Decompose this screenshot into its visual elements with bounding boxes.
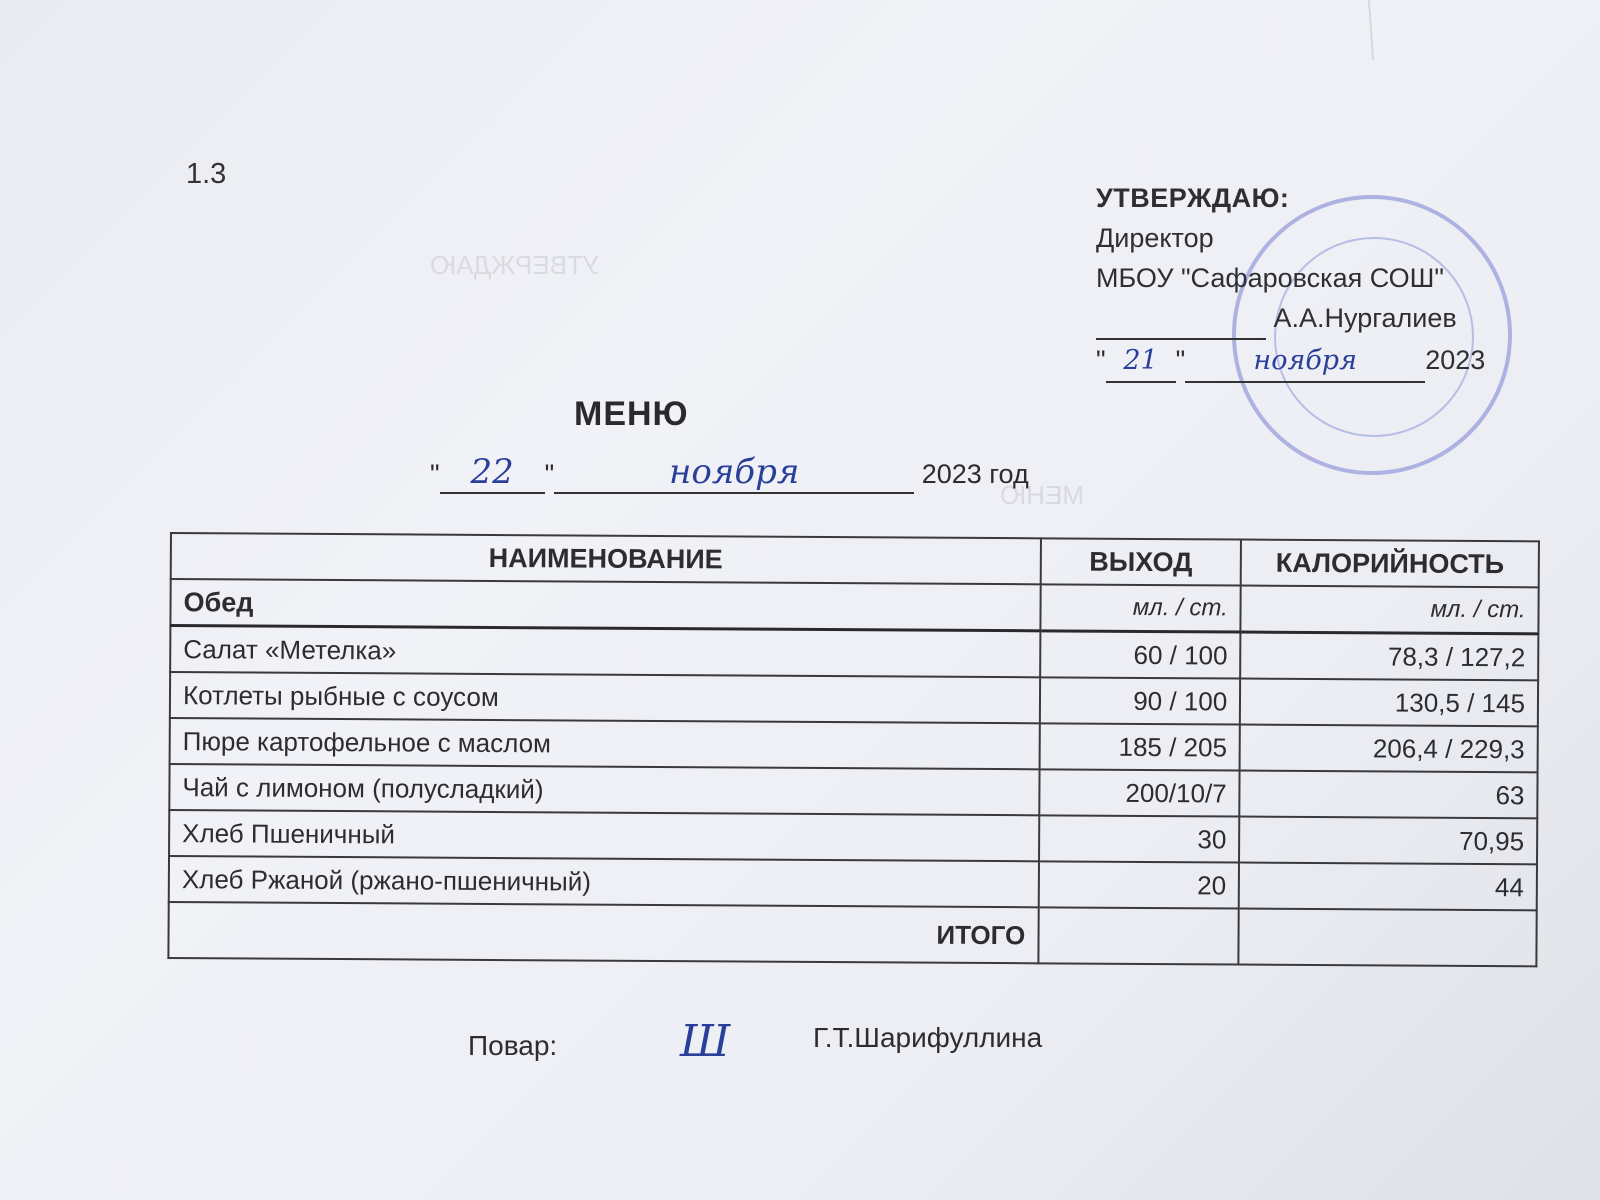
dish-name: Котлеты рыбные с соусом — [170, 672, 1040, 723]
table-row — [170, 718, 1538, 772]
dish-calories: 70,95 — [1239, 817, 1537, 865]
director-name: А.А.Нургалиев — [1273, 303, 1457, 333]
cook-label: Повар: — [468, 1030, 558, 1061]
table-row — [169, 856, 1537, 910]
dish-name: Салат «Метелка» — [170, 626, 1040, 678]
dish-output: 20 — [1038, 861, 1239, 908]
table-row — [169, 810, 1537, 864]
dish-calories: 44 — [1239, 863, 1537, 911]
header-name: НАИМЕНОВАНИЕ — [171, 533, 1041, 584]
cook-signature-block — [468, 1016, 1043, 1067]
approval-block — [1096, 178, 1485, 383]
menu-date-year: 2023 год — [921, 459, 1029, 489]
dish-name: Чай с лимоном (полусладкий) — [169, 764, 1039, 815]
table-row — [169, 764, 1537, 818]
bleed-through: УТВЕРЖДАЮ — [430, 250, 600, 280]
dish-output: 90 / 100 — [1040, 677, 1241, 724]
approval-date: " 21 " ноября 2023 — [1096, 340, 1485, 383]
dish-calories: 206,4 / 229,3 — [1240, 725, 1538, 773]
page-number: 1.3 — [186, 158, 227, 190]
header-output: ВЫХОД — [1040, 538, 1241, 585]
total-row — [168, 902, 1536, 966]
table-header-row — [171, 533, 1539, 587]
section-label: Обед — [170, 579, 1040, 631]
approval-date-day: 21 — [1123, 345, 1158, 376]
cook-name: Г.Т.Шарифуллина — [813, 1022, 1043, 1053]
menu-date: " 22 " ноября 2023 год — [430, 452, 1029, 492]
dish-output: 30 — [1039, 815, 1240, 862]
section-calories-unit: мл. / ст. — [1241, 586, 1539, 634]
dish-output: 200/10/7 — [1039, 769, 1240, 816]
signature-blank — [1096, 298, 1266, 340]
total-calories — [1239, 909, 1537, 967]
approval-organization: МБОУ "Сафаровская СОШ" — [1096, 263, 1444, 293]
dish-name: Пюре картофельное с маслом — [170, 718, 1040, 769]
table-row — [170, 626, 1538, 681]
menu-title: МЕНЮ — [574, 395, 689, 433]
dish-name: Хлеб Пшеничный — [169, 810, 1039, 861]
approval-position: Директор — [1096, 223, 1214, 253]
total-label: ИТОГО — [168, 902, 1038, 963]
dish-calories: 130,5 / 145 — [1240, 679, 1538, 727]
menu-date-month: ноября — [668, 452, 800, 492]
cook-signature: Ш — [680, 1016, 731, 1067]
paper-fold — [1368, 0, 1374, 60]
menu-date-day: 22 — [470, 452, 514, 492]
bleed-through: МЕНЮ — [1000, 480, 1085, 510]
approval-date-month: ноября — [1253, 345, 1357, 376]
dish-calories: 78,3 / 127,2 — [1240, 632, 1538, 680]
approval-signature-line — [1096, 298, 1485, 340]
table-row — [170, 672, 1538, 726]
section-row — [170, 579, 1538, 634]
approval-heading: УТВЕРЖДАЮ: — [1096, 183, 1290, 213]
dish-output: 60 / 100 — [1040, 631, 1241, 679]
dish-name: Хлеб Ржаной (ржано-пшеничный) — [169, 856, 1039, 907]
dish-output: 185 / 205 — [1039, 723, 1240, 770]
menu-table — [167, 532, 1540, 967]
dish-calories: 63 — [1240, 771, 1538, 819]
approval-date-year: 2023 — [1425, 345, 1486, 375]
header-calories: КАЛОРИЙНОСТЬ — [1241, 540, 1539, 588]
total-output — [1038, 907, 1239, 964]
section-output-unit: мл. / ст. — [1040, 584, 1241, 632]
